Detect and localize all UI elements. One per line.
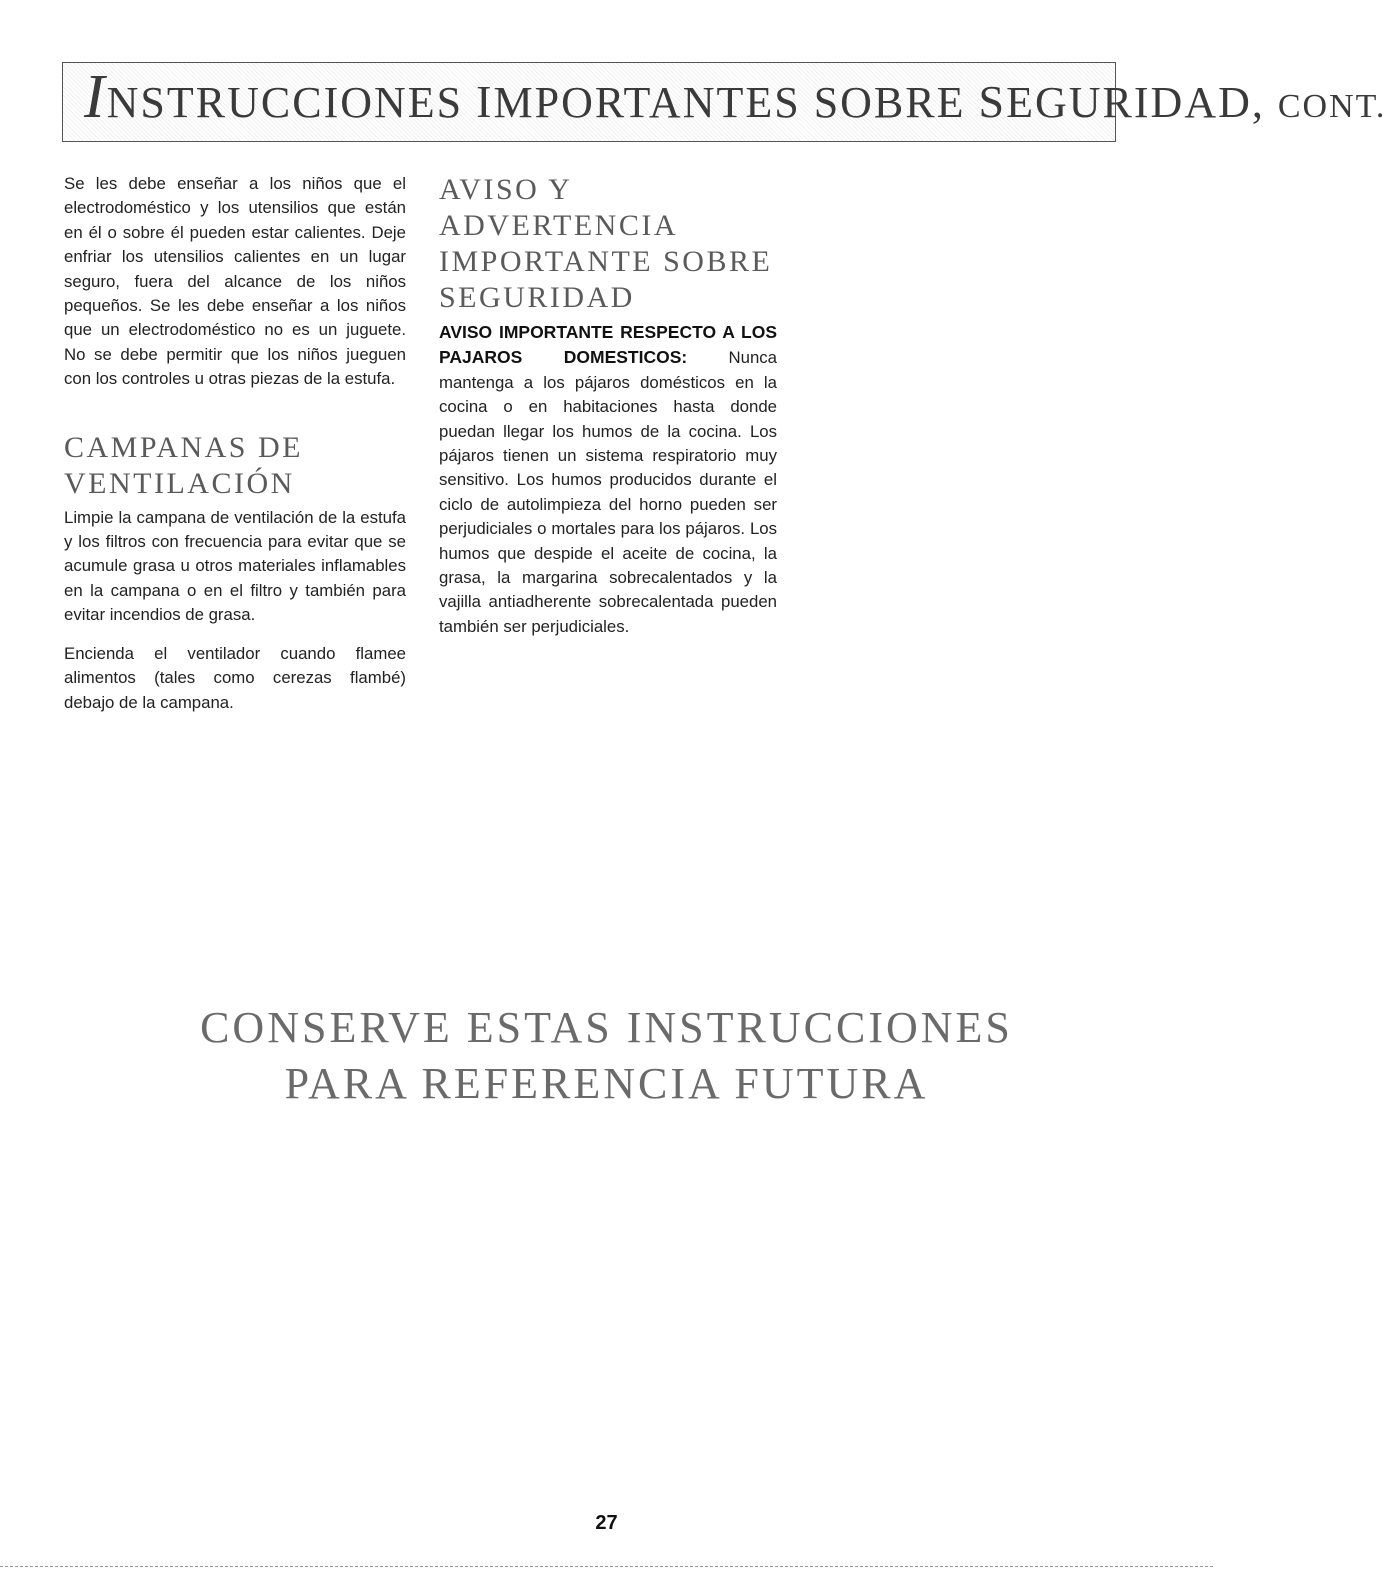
safety-heading-line-2: IMPORTANTE SOBRE (439, 245, 773, 278)
vent-hood-heading-line-2: VENTILACIÓN (64, 466, 295, 500)
title-part-3: EGURIDAD, (1006, 78, 1278, 127)
title-initial: I (84, 63, 107, 131)
save-instructions-banner (0, 1000, 1213, 1112)
page-title (84, 63, 1386, 131)
children-safety-paragraph: Se les debe enseñar a los niños que el electrodoméstico y los utensilios que están en él o sobre él pueden estar calientes. Deje enfriar los utensilios calientes en un lugar seguro, fuera del alcance de los niños pequeños. Se les debe enseñar a los niños que un electrodoméstico no es un juguete. No se debe permitir que los niños jueguen con los controles u otras piezas de la estufa. (64, 174, 406, 389)
save-instructions-line-2: PARA REFERENCIA FUTURA (284, 1059, 929, 1108)
vent-hood-heading-line-1: CAMPANAS DE (64, 430, 303, 464)
page-number: 27 (595, 1512, 618, 1534)
title-cap-3: S (978, 76, 1007, 127)
vent-hood-paragraph-1: Limpie la campana de ventilación de la estufa y los filtros con frecuencia para evitar que se acumule grasa u otros materiales inflamables en la campana o en el filtro y también para evitar incendios de grasa. (64, 507, 406, 625)
bottom-divider (0, 1566, 1213, 1568)
left-column (64, 172, 406, 729)
safety-heading-line-3: SEGURIDAD (439, 281, 635, 314)
vent-hood-heading (64, 430, 406, 502)
safety-warning-heading (439, 172, 777, 316)
pet-birds-warning-label: AVISO IMPORTANTE RESPECTO A LOS PAJAROS DOMESTICOS: (439, 322, 777, 368)
pet-birds-warning-paragraph (439, 320, 777, 639)
title-cap-2: I (476, 76, 494, 127)
pet-birds-warning-text: Nunca mantenga a los pájaros domésticos en la cocina o en habitaciones hasta donde puedan llegar los humos de la cocina. Los pájaros tienen un sistema respiratorio muy sensitivo. Los humos producidos durante el ciclo de autolimpieza del horno pueden ser perjudiciales o mortales para los pájaros. Los humos que despide el aceite de cocina, la grasa, la margarina sobrecalentados y la vajilla antiadherente sobrecalentada pueden también ser perjudiciales. (439, 348, 777, 636)
safety-heading-line-1: AVISO Y ADVERTENCIA (439, 173, 679, 242)
title-cont: CONT. (1277, 88, 1386, 125)
save-instructions-line-1: CONSERVE ESTAS INSTRUCCIONES (200, 1003, 1013, 1052)
title-part-2: MPORTANTES SOBRE (493, 78, 979, 127)
title-part-1: NSTRUCCIONES (106, 78, 477, 127)
right-column (439, 172, 777, 653)
vent-hood-paragraph-2: Encienda el ventilador cuando flamee alimentos (tales como cerezas flambé) debajo de la campana. (64, 643, 406, 712)
